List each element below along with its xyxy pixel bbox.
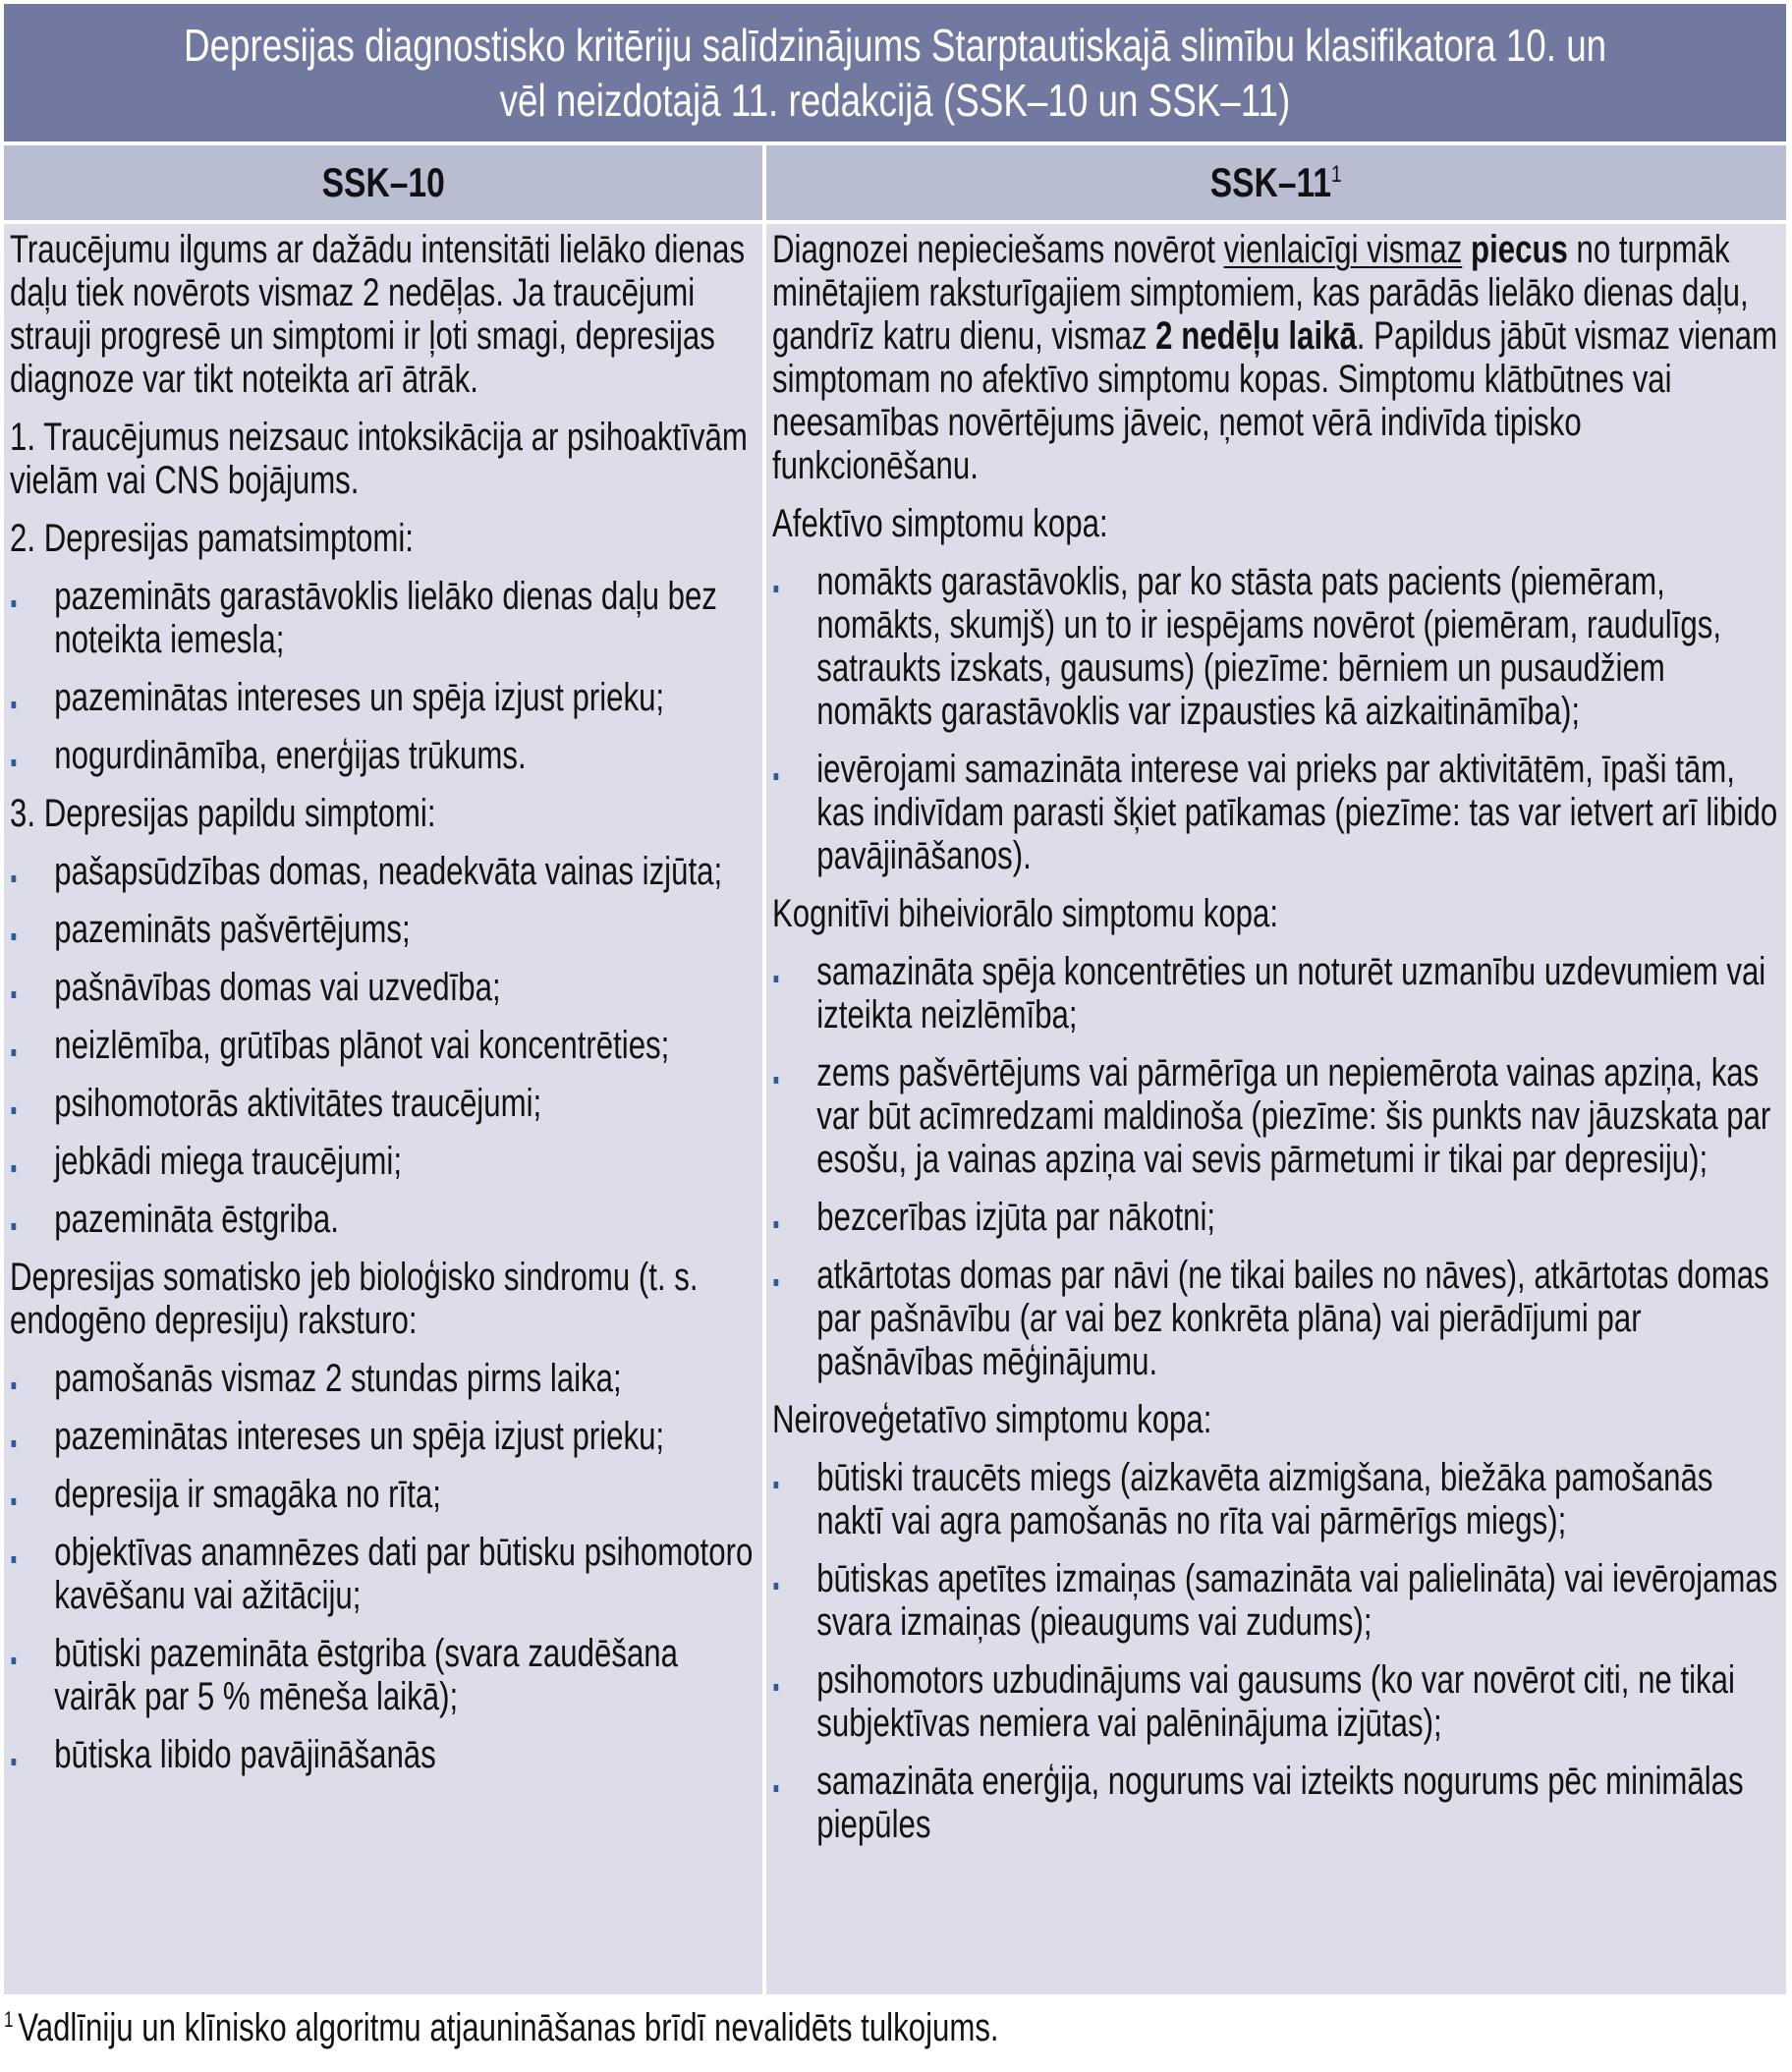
square-bullet-icon	[774, 586, 779, 592]
square-bullet-icon	[12, 1440, 17, 1447]
ssk10-label-text: SSK–10	[321, 159, 445, 205]
cognitive-heading: Kognitīvi biheiviorālo simptomu kopa:	[772, 892, 1279, 935]
list-item	[10, 908, 762, 951]
footnote-text: Vadlīniju un klīnisko algoritmu atjaunināšanas brīdī nevalidēts tulkojums.	[18, 2006, 999, 2049]
intro-underlined-text: vienlaicīgi vismaz	[1223, 228, 1463, 271]
list-item-text: pazemināts pašvērtējums;	[54, 908, 411, 951]
list-item-text: neizlēmība, grūtības plānot vai koncentrēties;	[54, 1024, 670, 1067]
list-item-text: pazeminātas intereses un spēja izjust prieku;	[54, 676, 665, 719]
ssk11-column	[766, 224, 1786, 1994]
list-item	[772, 560, 1784, 733]
list-item	[10, 1415, 762, 1458]
list-item-text: atkārtotas domas par nāvi (ne tikai bailes no nāves), atkārtotas domas par pašnāvību (ar vai bez konkrēta plāna) vai pierādījumi par pašnāvības mēģinājumu.	[816, 1254, 1769, 1383]
column-header-ssk11-label	[1210, 145, 1342, 220]
square-bullet-icon	[12, 1049, 17, 1056]
list-item	[10, 1531, 762, 1617]
ssk10-content	[10, 228, 762, 1791]
list-item	[10, 1082, 762, 1125]
intro-text: . Papildus jābūt vismaz vienam simptomam no afektīvo simptomu kopas. Simptomu klātbūtnes vai neesamības novērtējums jāveic, ņemot vērā indivīda tipisko funkcionēšanu.	[772, 314, 1778, 487]
footnote-marker: 1	[4, 2006, 14, 2032]
table-footnote	[4, 2004, 999, 2051]
square-bullet-icon	[12, 991, 17, 998]
list-item-text: psihomotors uzbudinājums vai gausums (ko var novērot citi, ne tikai subjektīvas nemiera vai palēninājuma izjūtas);	[816, 1658, 1735, 1745]
list-item-text: objektīvas anamnēzes dati par būtisku psihomotoro kavēšanu vai ažitāciju;	[54, 1531, 754, 1617]
square-bullet-icon	[12, 875, 17, 882]
list-item	[772, 1051, 1784, 1181]
list-item	[772, 1557, 1784, 1644]
footnote-ref-marker: 1	[1331, 161, 1342, 188]
square-bullet-icon	[774, 1221, 779, 1228]
square-bullet-icon	[774, 976, 779, 982]
table-title-line-2: vēl neizdotajā 11. redakcijā (SSK–10 un SSK–11)	[499, 75, 1291, 126]
list-item-text: zems pašvērtējums vai pārmērīga un nepiemērota vainas apziņa, kas var būt acīmredzami maldinoša (piezīme: šis punkts nav jāuzskata par esošu, ja vainas apziņa vai sevis pārmetumi ir tikai par depresiju);	[816, 1051, 1771, 1181]
list-item-text: pazeminātas intereses un spēja izjust prieku;	[54, 1415, 665, 1458]
list-item-text: nogurdināmība, enerģijas trūkums.	[54, 734, 527, 777]
list-item	[772, 1254, 1784, 1383]
list-item	[10, 850, 762, 893]
square-bullet-icon	[12, 1107, 17, 1114]
list-item	[772, 1760, 1784, 1846]
list-item-text: būtiska libido pavājināšanās	[54, 1733, 436, 1776]
neurovegetative-heading: Neiroveģetatīvo simptomu kopa:	[772, 1398, 1212, 1441]
intro-bold-duration: 2 nedēļu laikā	[1155, 314, 1357, 358]
square-bullet-icon	[12, 933, 17, 940]
square-bullet-icon	[12, 600, 17, 607]
list-item-text: bezcerības izjūta par nākotni;	[816, 1196, 1216, 1239]
column-header-ssk11	[766, 145, 1786, 220]
intro-text: Diagnozei nepieciešams novērot	[772, 228, 1224, 271]
square-bullet-icon	[774, 1583, 779, 1590]
list-item-text: būtiski pazemināta ēstgriba (svara zaudēšana vairāk par 5 % mēneša laikā);	[54, 1632, 679, 1718]
list-item	[772, 1456, 1784, 1542]
square-bullet-icon	[774, 1684, 779, 1691]
list-item-text: pašapsūdzības domas, neadekvāta vainas izjūta;	[54, 850, 723, 893]
affective-heading: Afektīvo simptomu kopa:	[772, 502, 1108, 545]
intro-text: no turpmāk minētajiem raksturīgajiem simptomiem, kas parādās lielāko dienas daļu, gandrīz katru dienu, vismaz	[772, 228, 1749, 358]
ssk11-intro	[772, 228, 1784, 487]
list-item-text: depresija ir smagāka no rīta;	[54, 1473, 441, 1516]
table-title	[4, 18, 1786, 128]
intro-space	[1462, 228, 1471, 271]
square-bullet-icon	[774, 1279, 779, 1286]
square-bullet-icon	[12, 1498, 17, 1505]
intro-bold-count: piecus	[1471, 228, 1568, 271]
list-item	[772, 1658, 1784, 1745]
list-item	[10, 1198, 762, 1241]
ssk10-somatic-heading: Depresijas somatisko jeb bioloģisko sindromu (t. s. endogēno depresiju) raksturo:	[10, 1256, 699, 1342]
list-item	[10, 676, 762, 719]
list-item	[10, 1632, 762, 1718]
column-header-ssk10	[4, 145, 762, 220]
list-item	[10, 1357, 762, 1400]
square-bullet-icon	[12, 1657, 17, 1664]
list-item-text: pazemināts garastāvoklis lielāko dienas daļu bez noteikta iemesla;	[54, 575, 717, 661]
square-bullet-icon	[12, 1165, 17, 1172]
list-item	[10, 575, 762, 661]
list-item-text: pazemināta ēstgriba.	[54, 1198, 339, 1241]
ssk11-content	[772, 228, 1784, 1861]
square-bullet-icon	[774, 1785, 779, 1792]
square-bullet-icon	[12, 1759, 17, 1765]
list-item	[772, 748, 1784, 877]
list-item	[10, 1733, 762, 1776]
list-item	[10, 1473, 762, 1516]
square-bullet-icon	[774, 773, 779, 780]
column-header-ssk10-label	[321, 145, 444, 220]
ssk10-intro: Traucējumu ilgums ar dažādu intensitāti lielāko dienas daļu tiek novērots vismaz 2 nedēļas. Ja traucējumi strauji progresē un simptomi ir ļoti smagi, depresijas diagnoze var tikt noteikta arī ātrāk.	[10, 228, 746, 401]
ssk10-column	[4, 224, 762, 1994]
list-item-text: būtiskas apetītes izmaiņas (samazināta vai palielināta) vai ievērojamas svara izmaiņas (pieaugums vai zudums);	[816, 1557, 1778, 1644]
list-item	[10, 734, 762, 777]
ssk10-point-1: 1. Traucējumus neizsauc intoksikācija ar psihoaktīvām vielām vai CNS bojājums.	[10, 416, 748, 502]
ssk11-label-text: SSK–11	[1209, 159, 1332, 205]
list-item-text: psihomotorās aktivitātes traucējumi;	[54, 1082, 542, 1125]
list-item-text: samazināta spēja koncentrēties un noturēt uzmanību uzdevumiem vai izteikta neizlēmība;	[816, 950, 1766, 1036]
list-item	[772, 1196, 1784, 1239]
square-bullet-icon	[12, 701, 17, 708]
list-item-text: samazināta enerģija, nogurums vai izteikts nogurums pēc minimālas piepūles	[816, 1760, 1744, 1846]
ssk10-point-3-heading: 3. Depresijas papildu simptomi:	[10, 792, 436, 835]
list-item	[10, 1140, 762, 1183]
list-item-text: ievērojami samazināta interese vai prieks par aktivitātēm, īpaši tām, kas indivīdam parasti šķiet patīkamas (piezīme: tas var ietvert arī libido pavājināšanos).	[816, 748, 1778, 877]
list-item-text: pašnāvības domas vai uzvedība;	[54, 966, 501, 1009]
ssk10-point-2-heading: 2. Depresijas pamatsimptomi:	[10, 517, 414, 560]
list-item-text: būtiski traucēts miegs (aizkavēta aizmigšana, biežāka pamošanās naktī vai agra pamošanās no rīta vai pārmērīgs miegs);	[816, 1456, 1713, 1542]
list-item-text: nomākts garastāvoklis, par ko stāsta pats pacients (piemēram, nomākts, skumjš) un to ir iespējams novērot (piemēram, raudulīgs, satraukts izskats, gausums) (piezīme: bērniem un pusaudžiem nomākts garastāvoklis var izpausties kā aizkaitināmība);	[816, 560, 1721, 733]
list-item-text: pamošanās vismaz 2 stundas pirms laika;	[54, 1357, 622, 1400]
list-item	[10, 1024, 762, 1067]
square-bullet-icon	[774, 1482, 779, 1488]
table-title-line-1: Depresijas diagnostisko kritēriju salīdzinājums Starptautiskajā slimību klasifikatora 10. un	[183, 20, 1607, 71]
table-title-band	[4, 4, 1786, 141]
list-item	[10, 966, 762, 1009]
square-bullet-icon	[12, 759, 17, 766]
square-bullet-icon	[12, 1382, 17, 1389]
square-bullet-icon	[774, 1077, 779, 1084]
list-item	[772, 950, 1784, 1036]
square-bullet-icon	[12, 1556, 17, 1563]
square-bullet-icon	[12, 1223, 17, 1230]
list-item-text: jebkādi miega traucējumi;	[54, 1140, 403, 1183]
